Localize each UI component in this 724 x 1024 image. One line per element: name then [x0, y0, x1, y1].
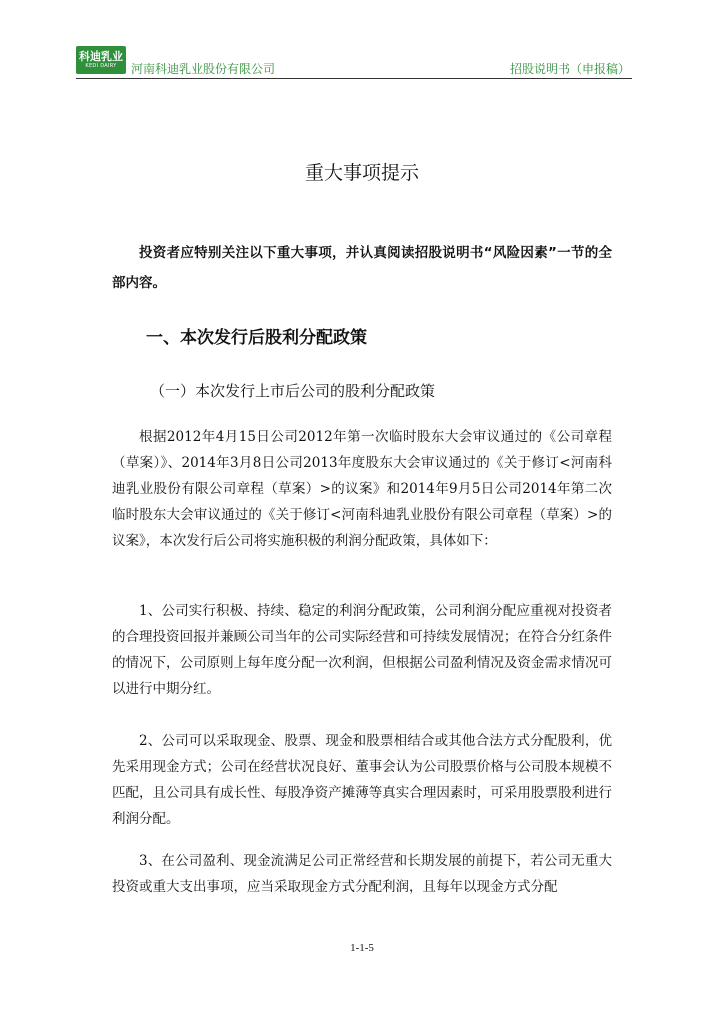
logo-text: 科迪乳业: [79, 50, 123, 63]
page-number: 1-1-5: [350, 942, 374, 954]
header-divider: [76, 78, 632, 79]
paragraph-policy-basis: 根据2012年4月15日公司2012年第一次临时股东大会审议通过的《公司章程（草案）》、2014年3月8日公司2013年度股东大会审议通过的《关于修订<河南科迪乳业股份有限公司章程（草案）>的议案》和2014年9月5日公司2014年第二次临时股东大会审议通过的《关于修订<河南科迪乳业股份有限公司章程（草案）>的议案》，本次发行后公司将实施积极的利润分配政策，具体如下：: [112, 429, 612, 549]
logo-subtext: KEDI DAIRY: [85, 63, 117, 69]
page-header: [76, 44, 634, 82]
page-title: 重大事项提示: [304, 162, 419, 184]
header-company-name: 河南科迪乳业股份有限公司: [131, 62, 276, 76]
paragraph-item-3: 3、在公司盈利、现金流满足公司正常经营和长期发展的前提下，若公司无重大投资或重大支出事项，应当采取现金方式分配利润，且每年以现金方式分配: [112, 853, 612, 895]
company-logo: [76, 46, 126, 74]
important-notice: 投资者应特别关注以下重大事项，并认真阅读招股说明书“风险因素”一节的全部内容。: [112, 245, 612, 291]
paragraph-item-2: 2、公司可以采取现金、股票、现金和股票相结合或其他合法方式分配股利，优先采用现金方式；公司在经营状况良好、董事会认为公司股票价格与公司股本规模不匹配，且公司具有成长性、每股净资产摊薄等真实合理因素时，可采用股票股利进行利润分配。: [112, 733, 612, 827]
header-document-type: 招股说明书（申报稿）: [509, 62, 630, 76]
subsection-heading: （一）本次发行上市后公司的股利分配政策: [150, 382, 436, 400]
paragraph-item-1: 1、公司实行积极、持续、稳定的利润分配政策，公司利润分配应重视对投资者的合理投资回报并兼顾公司当年的公司实际经营和可持续发展情况；在符合分红条件的情况下，公司原则上每年度分配一次利润，但根据公司盈利情况及资金需求情况可以进行中期分红。: [112, 603, 612, 697]
section-heading: 一、本次发行后股利分配政策: [146, 328, 367, 348]
